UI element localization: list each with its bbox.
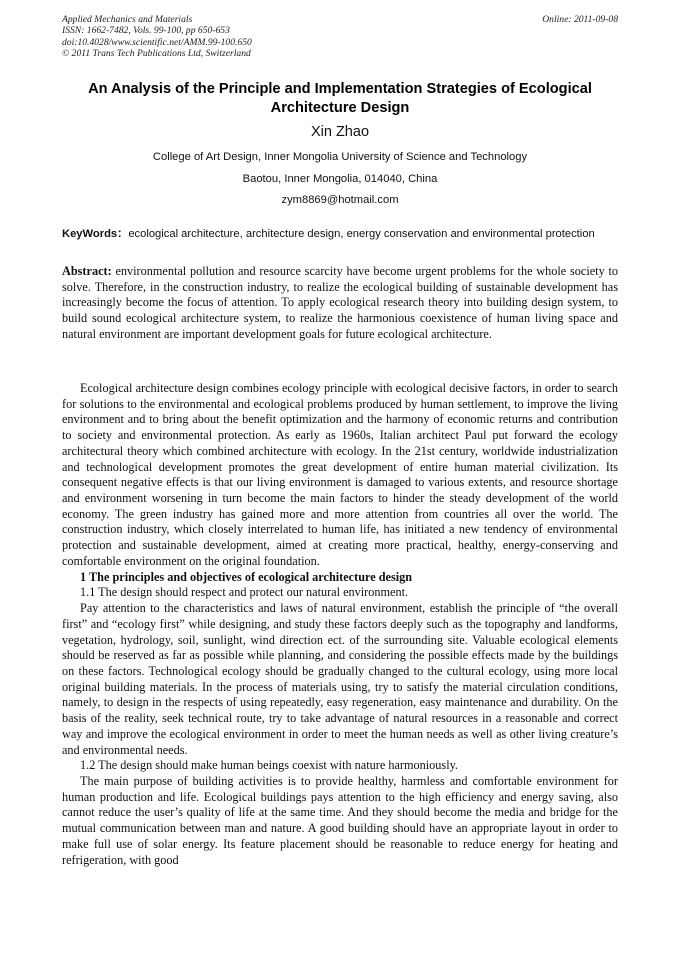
affiliation-line: College of Art Design, Inner Mongolia University of Science and Technology (152, 151, 528, 163)
abstract-text: environmental pollution and resource scarcity have become urgent problems for the whole society to solve. Therefore, in the construction industry, to realize the ecological building of sustainable development has increasingly become the focus of attention. To apply ecological research theory into building design system, to build sound ecological architecture system, to realize the harmonious coexistence of human living space and natural environment are important development goals for future ecological architecture. (62, 264, 618, 341)
copyright-line: © 2011 Trans Tech Publications Ltd, Switzerland (62, 47, 251, 59)
keywords-text: ecological architecture, architecture design, energy conservation and environmental protection (128, 228, 595, 240)
body-paragraph: The main purpose of building activities is to provide healthy, harmless and comfortable environment for human production and life. Ecological buildings pays attention to the high efficiency and energy saving, also cannot reduce the user’s quality of life at the same time. And they should become the media and bridge for the mutual communication between man and nature. A good building should have an appropriate layout in order to make full use of solar energy. Its feature placement should be reasonable to reduce energy for heating and refrigeration, with good (62, 773, 618, 867)
body-paragraph: Pay attention to the characteristics and laws of natural environment, establish the principle of “the overall first” and “ecology first” while designing, and study these factors deeply such as the topography and landforms, vegetation, hydrology, soil, sunlight, wind direction ect. of the surrounding site. Valuable ecological elements should be reserved as far as possible while planning, and considering the possible effects made by the buildings on these factors. Technological ecology should be gradually changed to the cultural ecology, using more local original building materials. In the process of materials using, try to satisfy the material circulation conditions, namely, to design in the respects of using repeatedly, easy regeneration, easy maintenance and durability. On the basis of the reality, seek technical route, try to take advantage of natural resources in a reasonable and correct way and improve the ecological environment in order to meet the human needs as well as other living creature’s and environmental needs. (62, 601, 618, 757)
journal-header (62, 14, 618, 59)
subsection-heading: 1.2 The design should make human beings coexist with nature harmoniously. (80, 758, 458, 773)
abstract-label: Abstract: (62, 264, 112, 278)
paper-title: An Analysis of the Principle and Implementation Strategies of Ecological Architecture Design (88, 81, 592, 116)
keywords-label: KeyWords： (62, 228, 129, 240)
abstract-block (62, 264, 618, 343)
subsection-heading: 1.1 The design should respect and protect our natural environment. (80, 585, 409, 600)
intro-paragraph: Ecological architecture design combines ecology principle with ecological decisive factors, in order to search for solutions to the environmental and ecological problems produced by human settlement, to improve the living environment and to bring about the benefit optimization and the harmony of economic returns and contribution to society and environmental protection. As early as 1960s, Italian architect Paul put forward the ecology architectural theory which combined architecture with ecology. In the 21st century, worldwide industrialization and technological development promotes the great development of entire human material civilization. Its consequent negative effects is that our living environment is damaged to various extents, and resource shortage and environment worsening in turn become the main factors to hinder the steady development of the world economy. The green industry has gained more and more attention from countries all over the world. The construction industry, which closely interrelated to human life, has initiated a new tendency of environmental protection and sustainable development, aimed at creating more practical, healthy, energy-conserving and comfortable environment on the original foundation. (62, 381, 618, 568)
journal-name: Applied Mechanics and Materials (62, 14, 193, 25)
section-heading: 1 The principles and objectives of ecological architecture design (80, 569, 413, 584)
address-line: Baotou, Inner Mongolia, 014040, China (242, 173, 438, 185)
online-date: Online: 2011-09-08 (542, 14, 618, 25)
issn-line: ISSN: 1662-7482, Vols. 99-100, pp 650-653 (62, 25, 230, 37)
doi-line: doi:10.4028/www.scientific.net/AMM.99-100.650 (62, 36, 252, 48)
keywords-block (62, 227, 618, 243)
author-email: zym8869@hotmail.com (281, 194, 399, 206)
main-body (62, 381, 618, 868)
author-name: Xin Zhao (310, 124, 370, 140)
